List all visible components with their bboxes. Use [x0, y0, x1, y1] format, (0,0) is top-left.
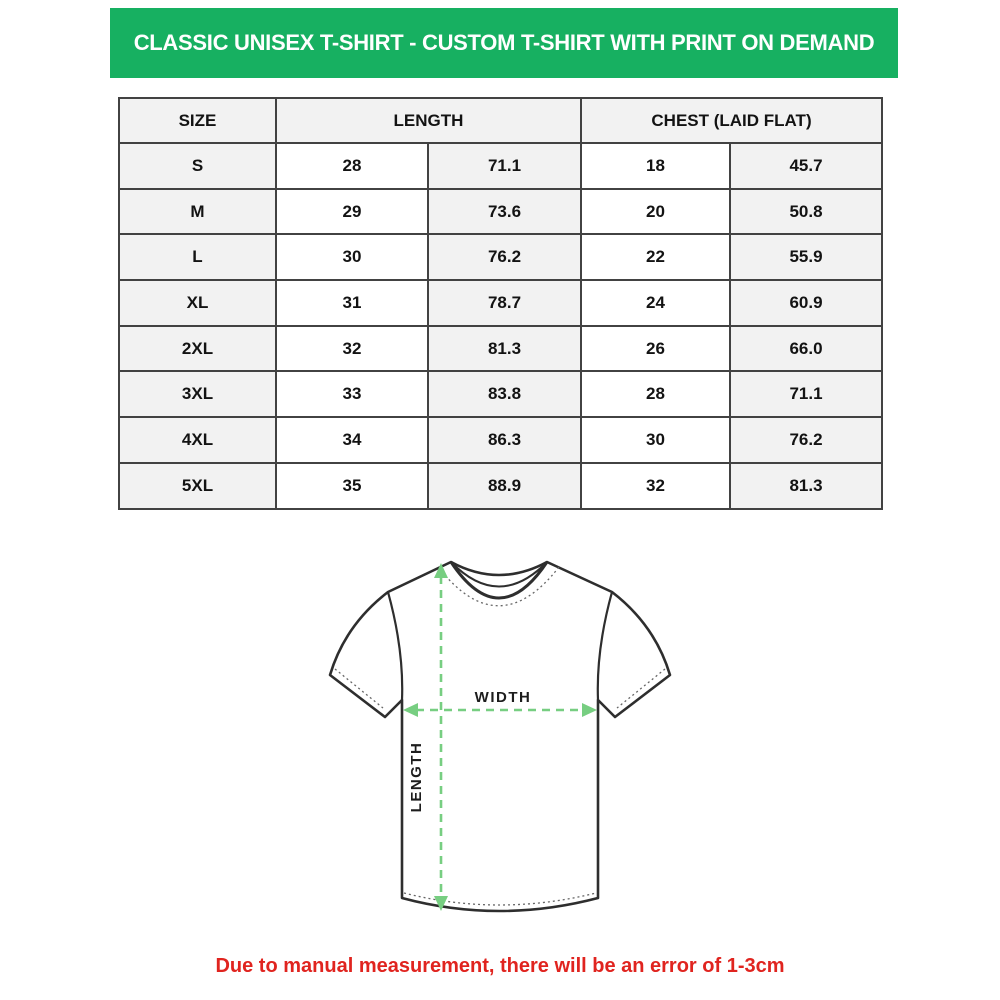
cell-length-cm: 81.3 — [428, 326, 581, 372]
tshirt-diagram-svg — [300, 545, 700, 945]
cell-length-cm: 78.7 — [428, 280, 581, 326]
cell-size: L — [119, 234, 276, 280]
cell-chest-in: 20 — [581, 189, 730, 235]
col-header-length: LENGTH — [276, 98, 581, 143]
table-row-s — [119, 143, 882, 189]
cell-chest-in: 22 — [581, 234, 730, 280]
cell-chest-cm: 66.0 — [730, 326, 882, 372]
table-row-5xl — [119, 463, 882, 509]
cell-length-in: 33 — [276, 371, 428, 417]
length-label: LENGTH — [408, 741, 425, 813]
table-row-4xl — [119, 417, 882, 463]
cell-chest-in: 32 — [581, 463, 730, 509]
cell-length-in: 28 — [276, 143, 428, 189]
cell-length-cm: 73.6 — [428, 189, 581, 235]
cell-chest-in: 30 — [581, 417, 730, 463]
cell-chest-cm: 55.9 — [730, 234, 882, 280]
cell-size: 2XL — [119, 326, 276, 372]
col-header-chest: CHEST (LAID FLAT) — [581, 98, 882, 143]
table-row-2xl — [119, 326, 882, 372]
page-title: CLASSIC UNISEX T-SHIRT - CUSTOM T-SHIRT WITH PRINT ON DEMAND — [133, 30, 875, 55]
cell-chest-in: 28 — [581, 371, 730, 417]
cell-chest-cm: 50.8 — [730, 189, 882, 235]
tshirt-measurement-diagram — [300, 545, 700, 945]
cell-chest-in: 18 — [581, 143, 730, 189]
table-row-m — [119, 189, 882, 235]
cell-length-in: 34 — [276, 417, 428, 463]
cell-chest-cm: 71.1 — [730, 371, 882, 417]
size-table — [118, 97, 883, 510]
cell-size: XL — [119, 280, 276, 326]
cell-chest-in: 26 — [581, 326, 730, 372]
cell-chest-cm: 76.2 — [730, 417, 882, 463]
tshirt-outline — [330, 562, 670, 911]
cell-size: S — [119, 143, 276, 189]
cell-size: 5XL — [119, 463, 276, 509]
cell-length-cm: 88.9 — [428, 463, 581, 509]
cell-length-cm: 71.1 — [428, 143, 581, 189]
table-row-l — [119, 234, 882, 280]
cell-length-cm: 86.3 — [428, 417, 581, 463]
table-row-3xl — [119, 371, 882, 417]
col-header-size: SIZE — [119, 98, 276, 143]
cell-length-cm: 83.8 — [428, 371, 581, 417]
table-header-row — [119, 98, 882, 143]
cell-chest-in: 24 — [581, 280, 730, 326]
cell-size: 3XL — [119, 371, 276, 417]
cell-chest-cm: 81.3 — [730, 463, 882, 509]
cell-chest-cm: 45.7 — [730, 143, 882, 189]
width-label: WIDTH — [474, 689, 532, 706]
cell-length-in: 29 — [276, 189, 428, 235]
table-row-xl — [119, 280, 882, 326]
cell-length-in: 31 — [276, 280, 428, 326]
cell-chest-cm: 60.9 — [730, 280, 882, 326]
cell-length-in: 32 — [276, 326, 428, 372]
measurement-note: Due to manual measurement, there will be an error of 1-3cm — [215, 955, 785, 977]
cell-length-in: 30 — [276, 234, 428, 280]
cell-size: 4XL — [119, 417, 276, 463]
cell-length-cm: 76.2 — [428, 234, 581, 280]
cell-size: M — [119, 189, 276, 235]
title-banner — [110, 8, 898, 78]
cell-length-in: 35 — [276, 463, 428, 509]
